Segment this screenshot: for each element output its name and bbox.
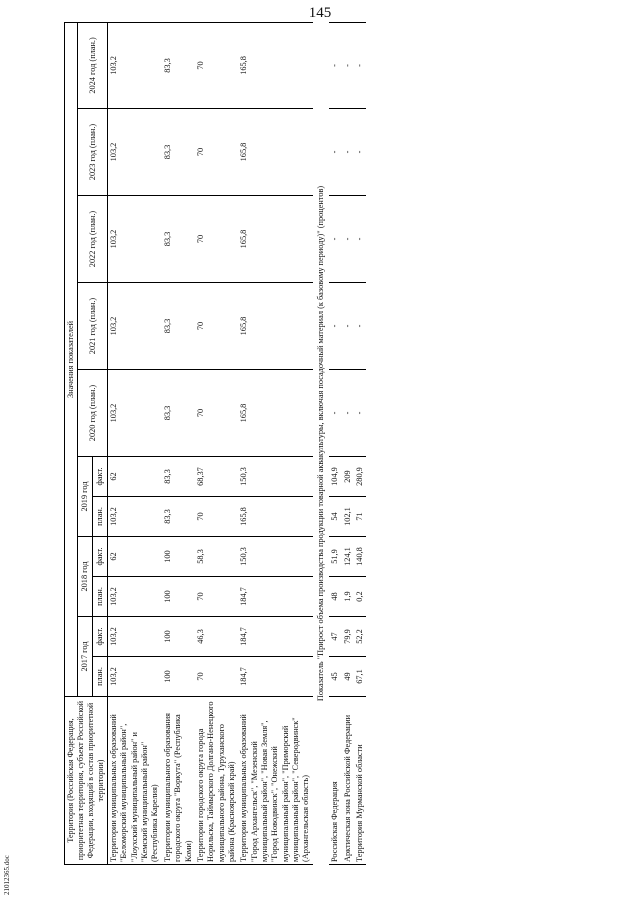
- fact-header: факт.: [93, 457, 108, 497]
- value-cell: -: [329, 22, 341, 108]
- value-cell: 48: [329, 577, 341, 617]
- value-cell: 83,3: [162, 22, 195, 108]
- territory-cell: Территории муниципальных образований "Город Архангельск", "Мезенский муниципальный район", "Новая Земля", "Город Новодвинск", "Онежский муниципальный район", "Приморский муниципальный район", "Северодвинск" (Архангельская область): [238, 697, 313, 865]
- value-cell: 165,8: [238, 283, 313, 370]
- value-cell: -: [354, 196, 366, 283]
- value-cell: 104,9: [329, 457, 341, 497]
- value-cell: 1,9: [342, 577, 354, 617]
- value-cell: 165,8: [238, 497, 313, 537]
- value-cell: 68,37: [195, 457, 238, 497]
- value-cell: 124,1: [342, 537, 354, 577]
- value-cell: 70: [195, 577, 238, 617]
- value-cell: 209: [342, 457, 354, 497]
- territory-cell: Территории городского округа города Норильска, Таймырского Долгано-Ненецкого муниципального района, Туруханского района (Красноярский край): [195, 697, 238, 865]
- value-cell: -: [342, 22, 354, 108]
- value-cell: -: [342, 109, 354, 196]
- year-2020-header: 2020 год (план.): [78, 370, 108, 457]
- value-cell: 47: [329, 617, 341, 657]
- territory-cell: Арктическая зона Российской Федерации: [342, 697, 354, 865]
- value-cell: 100: [162, 617, 195, 657]
- value-cell: 103,2: [108, 283, 162, 370]
- value-cell: 165,8: [238, 370, 313, 457]
- value-cell: 58,3: [195, 537, 238, 577]
- value-cell: 46,3: [195, 617, 238, 657]
- indicator-title: Показатель "Прирост объема производства продукции товарной аквакультуры, включая посадочный материал (к базовому периоду)" (процентов): [315, 185, 325, 702]
- value-cell: -: [354, 22, 366, 108]
- value-cell: 140,8: [354, 537, 366, 577]
- value-cell: -: [329, 196, 341, 283]
- table-row: [329, 22, 341, 864]
- value-cell: 103,2: [108, 109, 162, 196]
- year-2019-header: 2019 год: [78, 457, 93, 537]
- year-2024-header: 2024 год (план.): [78, 22, 108, 108]
- territory-cell: Территории муниципальных образований "Беломорский муниципальный район", "Лоухский муниципальный район" и "Кемский муниципальный район" (Республика Карелия): [108, 697, 162, 865]
- value-cell: 70: [195, 370, 238, 457]
- indicator-row: [313, 22, 329, 864]
- territory-cell: Российская Федерация: [329, 697, 341, 865]
- table-row: [354, 22, 366, 864]
- fact-header: факт.: [93, 537, 108, 577]
- territory-header: Территория (Российская Федерация, приоритетная территория, субъект Российской Федерации, входящий в состав приоритетной территории): [65, 697, 108, 865]
- plan-header: план.: [93, 577, 108, 617]
- value-cell: 52,2: [354, 617, 366, 657]
- value-cell: 100: [162, 537, 195, 577]
- value-cell: 103,2: [108, 370, 162, 457]
- value-cell: -: [342, 196, 354, 283]
- value-cell: -: [329, 109, 341, 196]
- value-cell: 165,8: [238, 22, 313, 108]
- value-cell: 70: [195, 497, 238, 537]
- indicators-table: [64, 22, 366, 865]
- value-cell: 83,3: [162, 497, 195, 537]
- value-cell: -: [342, 283, 354, 370]
- value-cell: 54: [329, 497, 341, 537]
- value-cell: 83,3: [162, 283, 195, 370]
- value-cell: 184,7: [238, 617, 313, 657]
- value-cell: 103,2: [108, 657, 162, 697]
- value-cell: 70: [195, 22, 238, 108]
- value-cell: 79,9: [342, 617, 354, 657]
- value-cell: 70: [195, 657, 238, 697]
- value-cell: 184,7: [238, 657, 313, 697]
- rotated-table-container: [64, 23, 580, 865]
- value-cell: 70: [195, 196, 238, 283]
- value-cell: 102,1: [342, 497, 354, 537]
- value-cell: 0,2: [354, 577, 366, 617]
- value-cell: 83,3: [162, 109, 195, 196]
- year-2021-header: 2021 год (план.): [78, 283, 108, 370]
- value-cell: 150,3: [238, 457, 313, 497]
- year-2018-header: 2018 год: [78, 537, 93, 617]
- document-id: 21012365.doc: [3, 855, 11, 895]
- value-cell: 67,1: [354, 657, 366, 697]
- value-cell: 62: [108, 537, 162, 577]
- territory-cell: Территория Мурманской области: [354, 697, 366, 865]
- value-cell: 83,3: [162, 457, 195, 497]
- plan-header: план.: [93, 657, 108, 697]
- year-2017-header: 2017 год: [78, 617, 93, 697]
- value-cell: 70: [195, 283, 238, 370]
- value-cell: 165,8: [238, 196, 313, 283]
- table-row: [342, 22, 354, 864]
- value-cell: 103,2: [108, 577, 162, 617]
- value-cell: 45: [329, 657, 341, 697]
- table-row: [238, 22, 313, 864]
- value-cell: 83,3: [162, 196, 195, 283]
- value-cell: 103,2: [108, 196, 162, 283]
- value-cell: 150,3: [238, 537, 313, 577]
- year-2023-header: 2023 год (план.): [78, 109, 108, 196]
- value-cell: 51,9: [329, 537, 341, 577]
- value-cell: 100: [162, 657, 195, 697]
- value-cell: 280,9: [354, 457, 366, 497]
- value-cell: 100: [162, 577, 195, 617]
- value-cell: 103,2: [108, 617, 162, 657]
- table-row: [162, 22, 195, 864]
- value-cell: -: [329, 370, 341, 457]
- value-cell: -: [354, 370, 366, 457]
- year-2022-header: 2022 год (план.): [78, 196, 108, 283]
- value-cell: 62: [108, 457, 162, 497]
- value-cell: -: [354, 109, 366, 196]
- value-cell: 165,8: [238, 109, 313, 196]
- value-cell: -: [354, 283, 366, 370]
- fact-header: факт.: [93, 617, 108, 657]
- table-row: [108, 22, 162, 864]
- value-cell: 83,3: [162, 370, 195, 457]
- value-cell: 103,2: [108, 22, 162, 108]
- value-cell: 70: [195, 109, 238, 196]
- territory-cell: Территории муниципального образования городского округа "Воркута" (Республика Коми): [162, 697, 195, 865]
- page-number: 145: [308, 5, 332, 21]
- value-cell: 103,2: [108, 497, 162, 537]
- plan-header: план.: [93, 497, 108, 537]
- values-header: Значения показателей: [65, 22, 78, 696]
- value-cell: 49: [342, 657, 354, 697]
- table-row: [195, 22, 238, 864]
- value-cell: 71: [354, 497, 366, 537]
- value-cell: -: [342, 370, 354, 457]
- value-cell: -: [329, 283, 341, 370]
- value-cell: 184,7: [238, 577, 313, 617]
